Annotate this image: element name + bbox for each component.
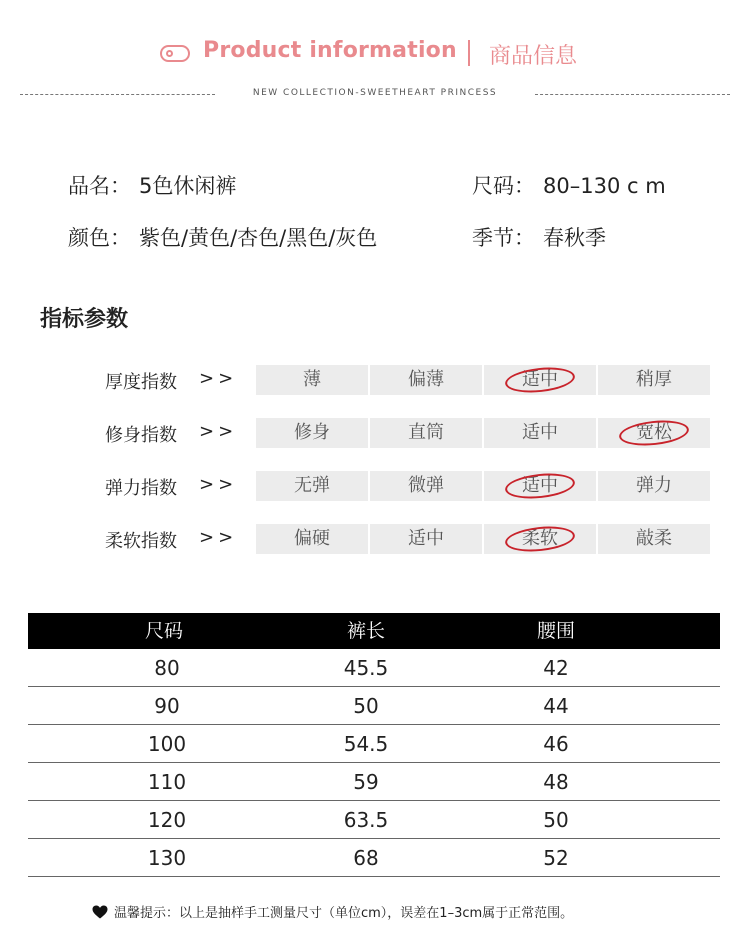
heart-icon xyxy=(92,905,108,919)
index-option-text: 柔软 xyxy=(522,528,558,549)
table-cell: 63.5 xyxy=(343,808,389,832)
index-option-text: 稍厚 xyxy=(636,369,672,390)
table-cell: 54.5 xyxy=(343,732,389,756)
table-row xyxy=(28,687,720,725)
product-name-value: 5色休闲裤 xyxy=(139,174,237,198)
product-season-value: 春秋季 xyxy=(543,226,606,250)
index-label: 厚度指数 xyxy=(105,372,177,393)
selection-circle xyxy=(504,523,576,554)
table-header-cell: 尺码 xyxy=(144,620,184,642)
index-row-fit xyxy=(0,418,750,448)
table-cell: 90 xyxy=(154,694,180,718)
product-name xyxy=(68,170,236,200)
selection-circle xyxy=(504,364,576,395)
product-color xyxy=(68,222,377,252)
index-option-text: 适中 xyxy=(522,475,558,496)
index-option xyxy=(256,524,368,554)
index-option-text: 适中 xyxy=(522,422,558,443)
header-title-cn: 商品信息 xyxy=(489,44,578,69)
index-option-text: 弹力 xyxy=(636,475,672,496)
index-option-text: 敲柔 xyxy=(636,528,672,549)
table-cell: 50 xyxy=(543,808,569,832)
table-cell: 110 xyxy=(147,770,187,794)
table-cell: 48 xyxy=(543,770,569,794)
product-size-value: 80–130 c m xyxy=(543,174,666,198)
index-option-text: 薄 xyxy=(303,369,321,390)
index-option xyxy=(370,418,482,448)
index-option-text: 宽松 xyxy=(636,422,672,443)
index-option xyxy=(370,365,482,395)
index-row-thickness xyxy=(0,365,750,395)
table-cell: 44 xyxy=(543,694,569,718)
index-option-text: 无弹 xyxy=(294,475,330,496)
index-row-softness xyxy=(0,524,750,554)
index-option xyxy=(256,365,368,395)
table-cell: 50 xyxy=(353,694,379,718)
toggle-icon xyxy=(160,45,190,62)
table-cell: 100 xyxy=(147,732,187,756)
selection-circle xyxy=(618,417,690,448)
index-option xyxy=(370,471,482,501)
table-cell: 80 xyxy=(154,656,180,680)
index-option xyxy=(370,524,482,554)
product-color-value: 紫色/黄色/杏色/黑色/灰色 xyxy=(139,226,378,250)
index-option xyxy=(484,418,596,448)
index-option-text: 修身 xyxy=(294,422,330,443)
index-option xyxy=(598,365,710,395)
table-cell: 130 xyxy=(147,846,187,870)
index-row-elasticity xyxy=(0,471,750,501)
index-option xyxy=(256,471,368,501)
dashed-divider-right xyxy=(535,94,730,95)
table-cell: 68 xyxy=(353,846,379,870)
product-size-label: 尺码： xyxy=(472,174,535,198)
note-text: 温馨提示：以上是抽样手工测量尺寸（单位cm），误差在1–3cm属于正常范围。 xyxy=(114,906,574,921)
index-option xyxy=(598,524,710,554)
table-row xyxy=(28,801,720,839)
index-arrow: >> xyxy=(199,527,238,548)
header-subtitle-row xyxy=(0,88,750,102)
table-cell: 59 xyxy=(353,770,379,794)
page-header xyxy=(0,36,750,72)
table-cell: 120 xyxy=(147,808,187,832)
product-color-label: 颜色： xyxy=(68,226,131,250)
index-option-selected xyxy=(484,365,596,395)
index-option xyxy=(598,471,710,501)
table-row xyxy=(28,649,720,687)
index-option-text: 偏薄 xyxy=(408,369,444,390)
table-cell: 42 xyxy=(543,656,569,680)
table-header-cell: 腰围 xyxy=(536,620,576,642)
index-option-text: 微弹 xyxy=(408,475,444,496)
index-label: 柔软指数 xyxy=(105,531,177,552)
index-option-selected xyxy=(484,471,596,501)
header-divider xyxy=(468,40,470,66)
index-arrow: >> xyxy=(199,474,238,495)
index-label: 修身指数 xyxy=(105,425,177,446)
index-option-selected xyxy=(484,524,596,554)
indices-title: 指标参数 xyxy=(40,307,129,332)
table-cell: 45.5 xyxy=(343,656,389,680)
header-subtitle: NEW COLLECTION-SWEETHEART PRINCESS xyxy=(252,88,498,98)
table-header xyxy=(28,613,720,649)
index-option-text: 适中 xyxy=(522,369,558,390)
index-option-text: 直筒 xyxy=(408,422,444,443)
table-header-cell: 裤长 xyxy=(346,620,386,642)
measurement-note xyxy=(92,902,573,921)
index-arrow: >> xyxy=(199,368,238,389)
table-cell: 46 xyxy=(543,732,569,756)
table-row xyxy=(28,725,720,763)
index-label: 弹力指数 xyxy=(105,478,177,499)
table-cell: 52 xyxy=(543,846,569,870)
header-title-en: Product information xyxy=(203,38,457,63)
index-option-text: 偏硬 xyxy=(294,528,330,549)
selection-circle xyxy=(504,470,576,501)
index-option-text: 适中 xyxy=(408,528,444,549)
size-table xyxy=(28,613,720,877)
product-size xyxy=(472,170,666,200)
index-arrow: >> xyxy=(199,421,238,442)
index-option-selected xyxy=(598,418,710,448)
product-season xyxy=(472,222,606,252)
index-option xyxy=(256,418,368,448)
product-name-label: 品名： xyxy=(68,174,131,198)
table-row xyxy=(28,839,720,877)
dashed-divider-left xyxy=(20,94,215,95)
table-row xyxy=(28,763,720,801)
product-season-label: 季节： xyxy=(472,226,535,250)
